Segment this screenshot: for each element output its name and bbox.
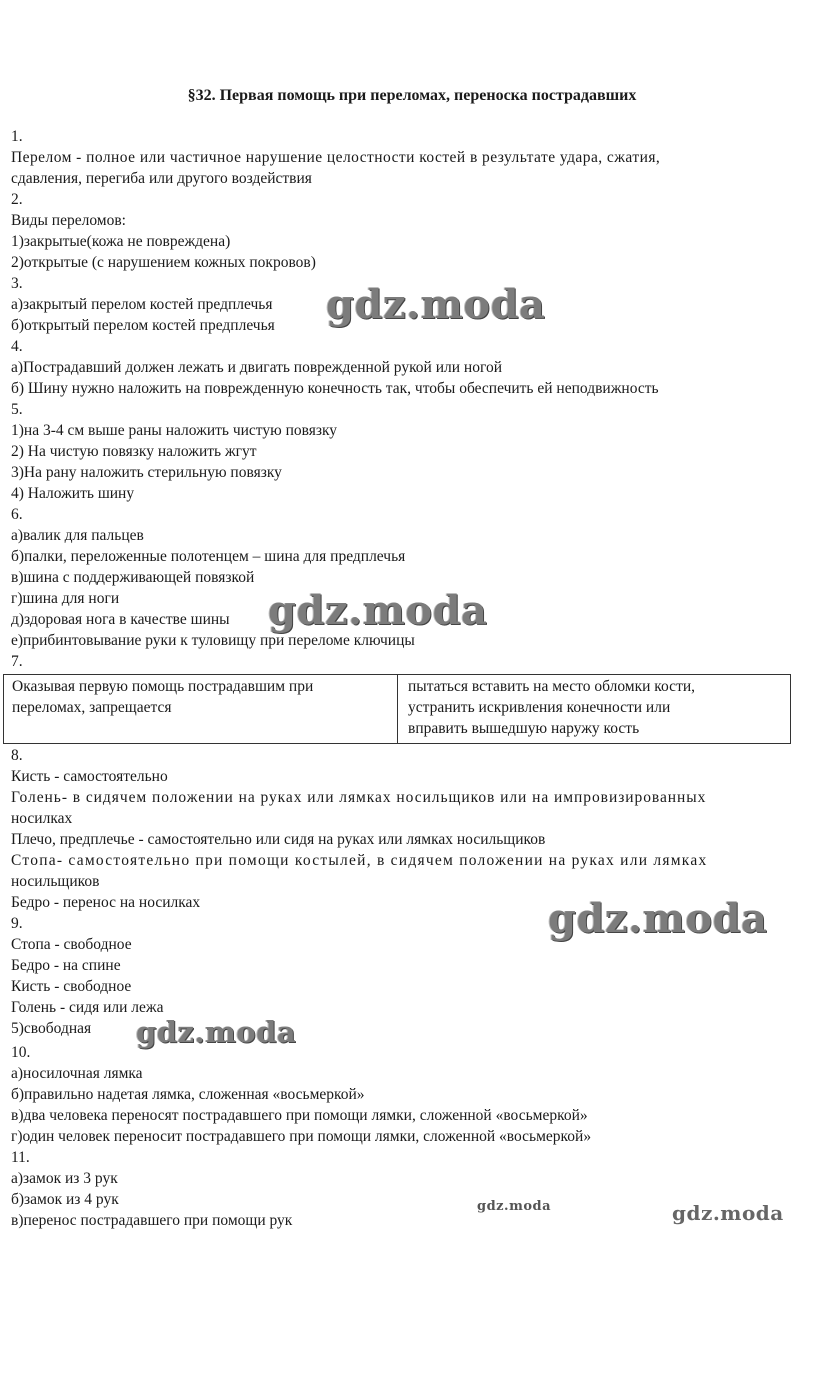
text-line: Стопа- самостоятельно при помощи костылей, в сидячем положении на руках или лямках: [11, 852, 708, 869]
section-number: 11.: [11, 1149, 30, 1166]
page-title: §32. Первая помощь при переломах, переноска пострадавших: [187, 87, 637, 104]
table-cell-left: [12, 676, 388, 718]
text-line: Голень - сидя или лежа: [11, 999, 164, 1016]
section-number: 4.: [11, 338, 23, 355]
text-line: в)шина с поддерживающей повязкой: [11, 569, 255, 586]
table-divider: [397, 675, 398, 743]
text-line: б)замок из 4 рук: [11, 1191, 119, 1208]
text-line: г)шина для ноги: [11, 590, 120, 607]
text-line: б)открытый перелом костей предплечья: [11, 317, 275, 334]
text-line: Голень- в сидячем положении на руках или лямках носильщиков или на импровизированных: [11, 789, 707, 806]
answer-table: [3, 674, 791, 744]
text-line: носилках: [11, 810, 73, 827]
text-line: а)Пострадавший должен лежать и двигать поврежденной рукой или ногой: [11, 359, 502, 376]
section-number: 9.: [11, 915, 23, 932]
text-line: Плечо, предплечье - самостоятельно или сидя на руках или лямках носильщиков: [11, 831, 546, 848]
section-number: 3.: [11, 275, 23, 292]
text-line: 1)на 3-4 см выше раны наложить чистую повязку: [11, 422, 338, 439]
watermark: gdz.moda: [268, 587, 488, 634]
text-line: Стопа - свободное: [11, 936, 132, 953]
section-number: 6.: [11, 506, 23, 523]
section-number: 2.: [11, 191, 23, 208]
text-line: Кисть - самостоятельно: [11, 768, 168, 785]
text-line: 3)На рану наложить стерильную повязку: [11, 464, 282, 481]
watermark: gdz.moda: [477, 1199, 552, 1214]
text-line: 2)открытые (с нарушением кожных покровов): [11, 254, 316, 271]
table-cell-text: вправить вышедшую наружу кость: [408, 720, 640, 737]
table-cell-text: Оказывая первую помощь пострадавшим при: [12, 678, 314, 695]
table-cell-text: переломах, запрещается: [12, 699, 172, 716]
text-line: а)замок из 3 рук: [11, 1170, 118, 1187]
text-line: Кисть - свободное: [11, 978, 132, 995]
table-cell-text: устранить искривления конечности или: [408, 699, 671, 716]
section-number: 5.: [11, 401, 23, 418]
text-line: а)валик для пальцев: [11, 527, 144, 544]
text-line: 5)свободная: [11, 1020, 92, 1037]
text-line: в)два человека переносят пострадавшего при помощи лямки, сложенной «восьмеркой»: [11, 1107, 588, 1124]
text-line: г)один человек переносит пострадавшего при помощи лямки, сложенной «восьмеркой»: [11, 1128, 592, 1145]
text-line: сдавления, перегиба или другого воздействия: [11, 170, 312, 187]
text-line: а)закрытый перелом костей предплечья: [11, 296, 273, 313]
text-line: д)здоровая нога в качестве шины: [11, 611, 230, 628]
table-cell-text: пытаться вставить на место обломки кости,: [408, 678, 696, 695]
watermark: gdz.moda: [548, 895, 768, 942]
section-number: 7.: [11, 653, 23, 670]
section-number: 8.: [11, 747, 23, 764]
table-cell-right: [408, 676, 784, 739]
watermark: gdz.moda: [136, 1015, 297, 1049]
watermark: gdz.moda: [672, 1201, 784, 1225]
text-line: в)перенос пострадавшего при помощи рук: [11, 1212, 293, 1229]
text-line: б) Шину нужно наложить на поврежденную конечность так, чтобы обеспечить ей неподвижность: [11, 380, 659, 397]
text-line: е)прибинтовывание руки к туловищу при переломе ключицы: [11, 632, 415, 649]
text-line: б)правильно надетая лямка, сложенная «восьмеркой»: [11, 1086, 365, 1103]
section-number: 10.: [11, 1044, 31, 1061]
text-line: 4) Наложить шину: [11, 485, 135, 502]
text-line: Перелом - полное или частичное нарушение целостности костей в результате удара, сжатия,: [11, 149, 661, 166]
text-line: Бедро - перенос на носилках: [11, 894, 201, 911]
text-line: носильщиков: [11, 873, 100, 890]
text-line: а)носилочная лямка: [11, 1065, 143, 1082]
text-line: Бедро - на спине: [11, 957, 121, 974]
text-line: Виды переломов:: [11, 212, 126, 229]
text-line: б)палки, переложенные полотенцем – шина для предплечья: [11, 548, 406, 565]
text-line: 2) На чистую повязку наложить жгут: [11, 443, 257, 460]
section-number: 1.: [11, 128, 23, 145]
watermark: gdz.moda: [326, 281, 546, 328]
text-line: 1)закрытые(кожа не повреждена): [11, 233, 231, 250]
